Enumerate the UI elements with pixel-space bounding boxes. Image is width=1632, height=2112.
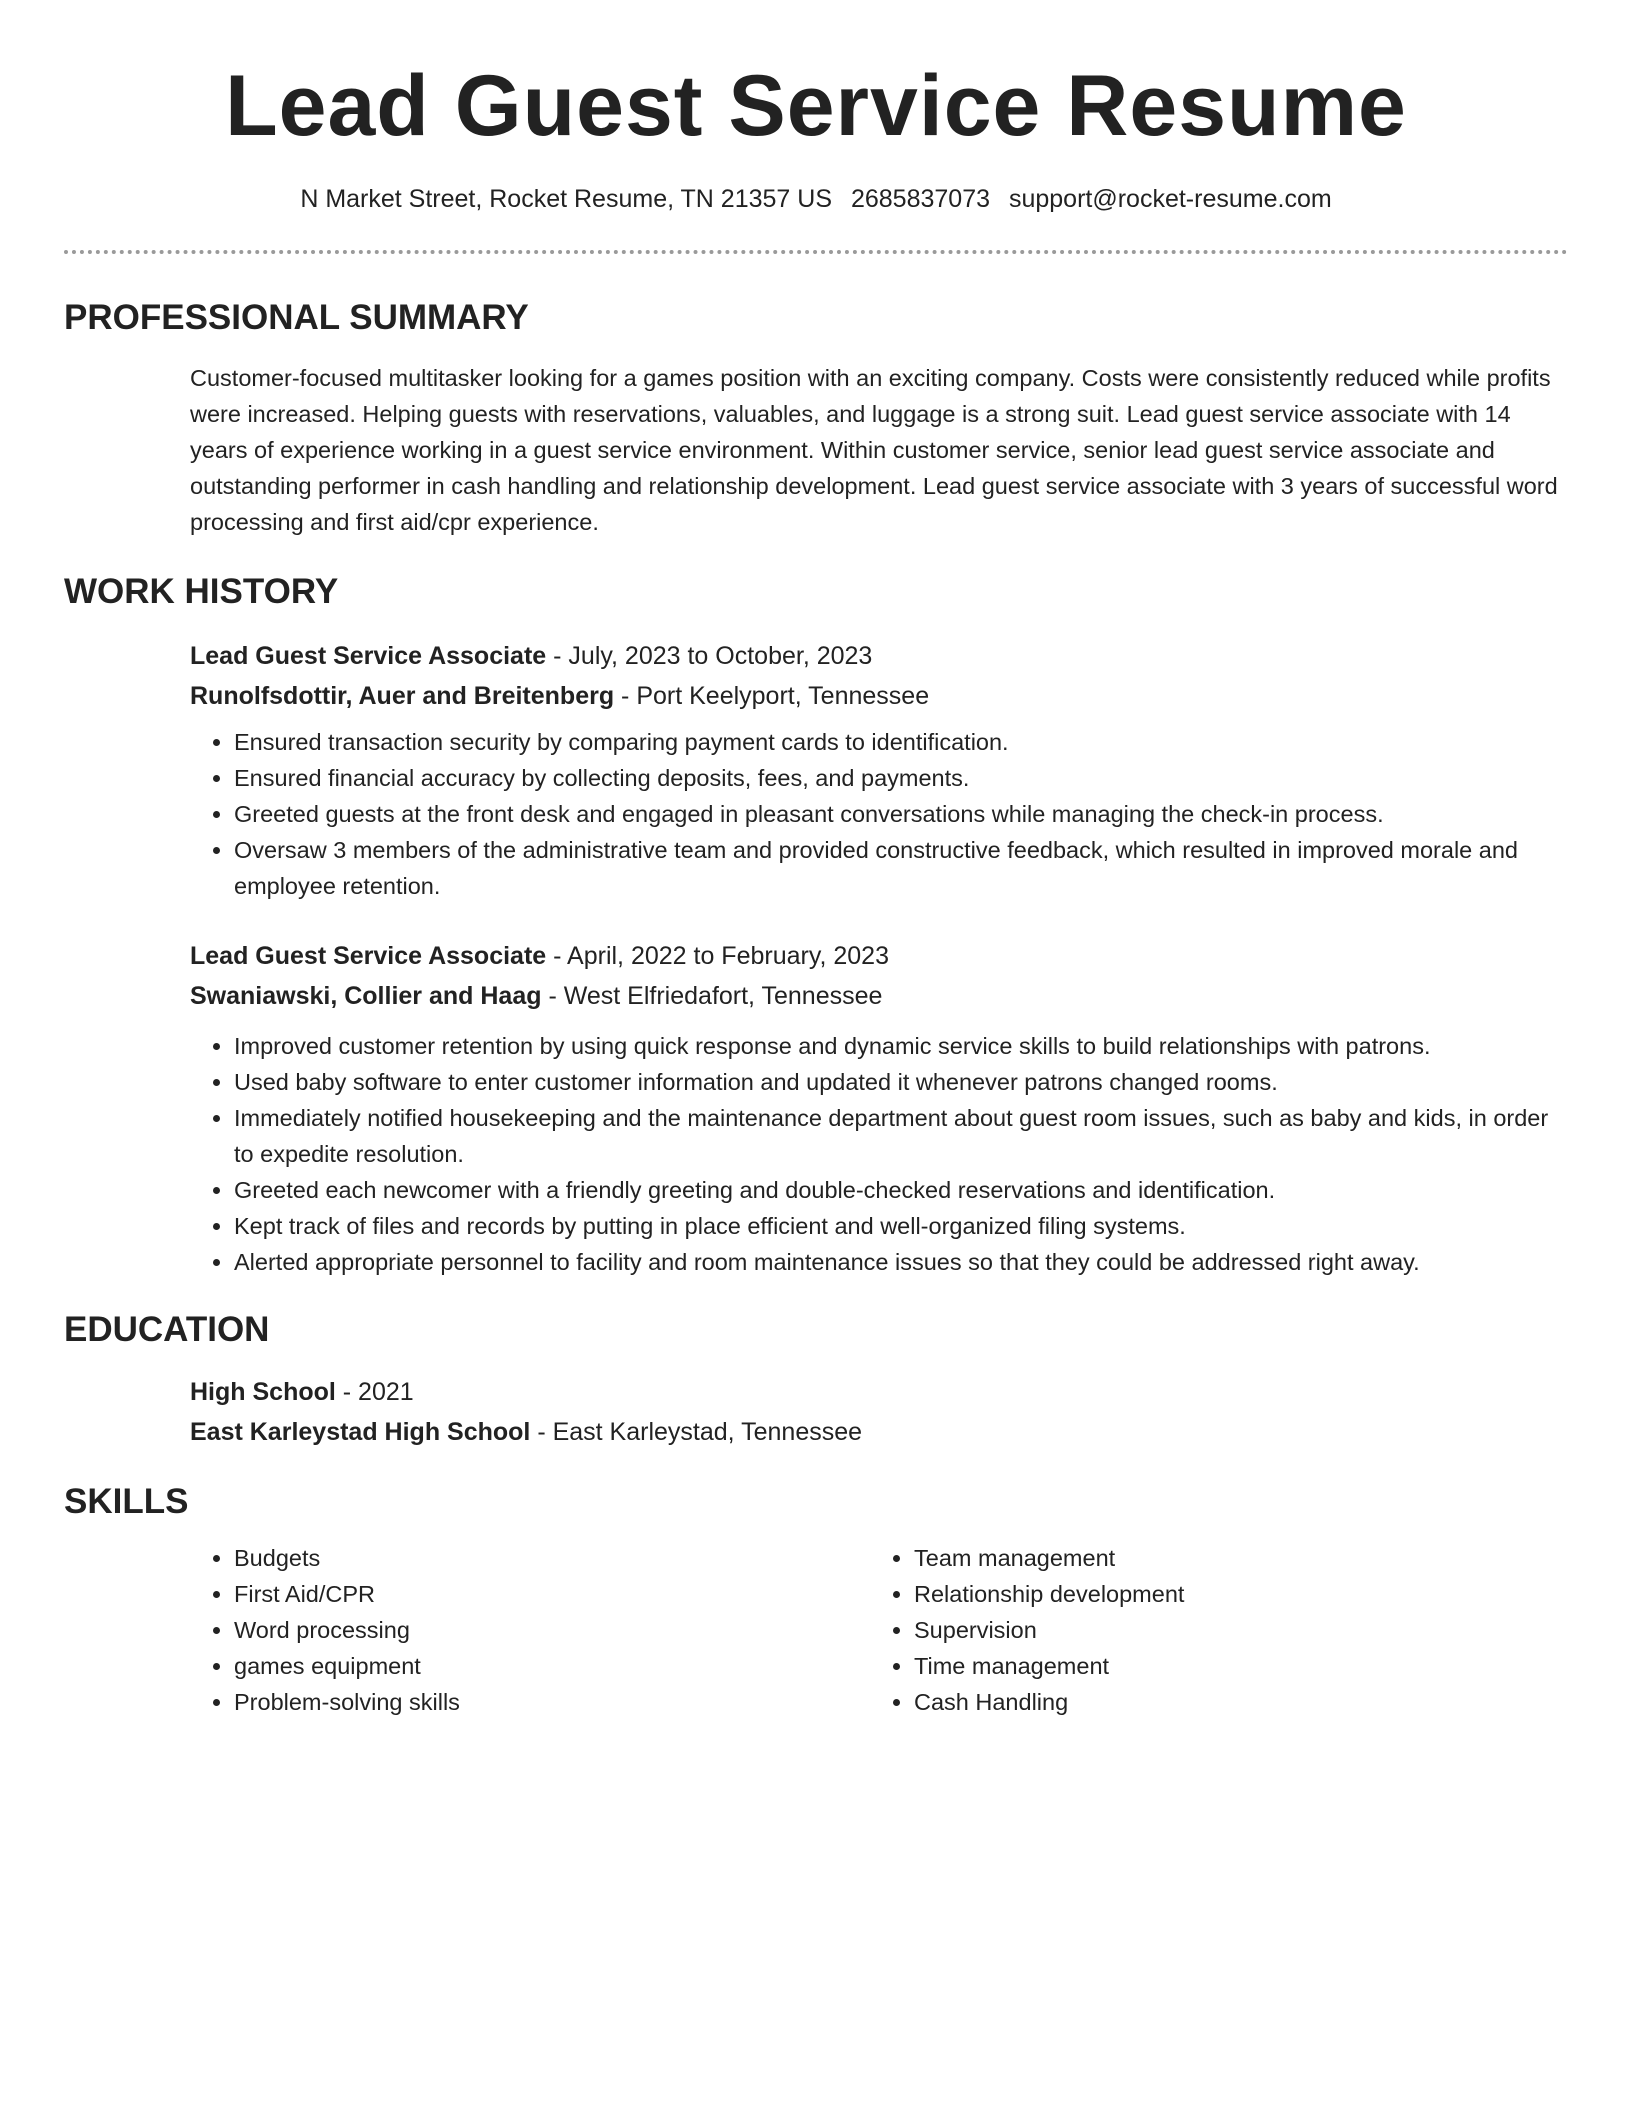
education-section [64, 1308, 1568, 1452]
education-degree: High School [190, 1378, 336, 1406]
skills-section [64, 1480, 1568, 1720]
skills-grid [64, 1540, 1568, 1720]
education-location: - East Karleystad, Tennessee [530, 1418, 863, 1446]
list-item: • Problem-solving skills [234, 1684, 870, 1720]
list-item: • Word processing [234, 1612, 870, 1648]
education-heading: EDUCATION [64, 1310, 270, 1349]
address-text: N Market Street, Rocket Resume, TN 21357 US [300, 185, 833, 213]
job-title-line [190, 936, 1568, 976]
list-item: • Cash Handling [914, 1684, 1550, 1720]
list-item: • Relationship development [914, 1576, 1550, 1612]
job-role: Lead Guest Service Associate [190, 942, 547, 970]
job-location: - West Elfriedafort, Tennessee [541, 982, 883, 1010]
email-text: support@rocket-resume.com [1008, 185, 1332, 213]
job-company-line [190, 976, 1568, 1016]
job-dates: - April, 2022 to February, 2023 [546, 942, 889, 970]
list-item: • Team management [914, 1540, 1550, 1576]
list-item: • Immediately notified housekeeping and the maintenance department about guest room issues, such as baby and kids, in order to expedite resolution. [234, 1100, 1568, 1172]
list-item: • Greeted guests at the front desk and engaged in pleasant conversations while managing the check-in process. [234, 796, 1568, 832]
job-duties-list [190, 1028, 1568, 1280]
skills-column-right [870, 1540, 1550, 1720]
job-entry [64, 936, 1568, 1280]
list-item: • Greeted each newcomer with a friendly greeting and double-checked reservations and identification. [234, 1172, 1568, 1208]
summary-section [64, 296, 1568, 540]
education-school-line [190, 1412, 1568, 1452]
job-company-line [190, 676, 1568, 716]
job-dates: - July, 2023 to October, 2023 [546, 642, 873, 670]
resume-header [64, 0, 1568, 216]
resume-title: Lead Guest Service Resume [225, 58, 1407, 154]
list-item: • games equipment [234, 1648, 870, 1684]
list-item: • First Aid/CPR [234, 1576, 870, 1612]
contact-line [64, 182, 1568, 216]
education-school: East Karleystad High School [190, 1418, 531, 1446]
list-item: • Supervision [914, 1612, 1550, 1648]
job-title-line [190, 636, 1568, 676]
list-item: • Improved customer retention by using quick response and dynamic service skills to build relationships with patrons. [234, 1028, 1568, 1064]
work-history-section [64, 570, 1568, 1280]
job-location: - Port Keelyport, Tennessee [614, 682, 930, 710]
list-item: • Oversaw 3 members of the administrative team and provided constructive feedback, which resulted in improved morale and employee retention. [234, 832, 1568, 904]
skills-column-left [190, 1540, 870, 1720]
list-item: • Budgets [234, 1540, 870, 1576]
phone-text: 2685837073 [850, 185, 991, 213]
job-entry [64, 636, 1568, 904]
skills-list [870, 1540, 1550, 1720]
summary-text: Customer-focused multitasker looking for a games position with an exciting company. Costs were consistently reduced while profits were increased. Helping guests with reservations, valuables, and luggage is a strong suit. Lead guest service associate with 14 years of experience working in a guest service environment. Within customer service, senior lead guest service associate and outstanding performer in cash handling and relationship development. Lead guest service associate with 3 years of successful word processing and first aid/cpr experience. [190, 365, 1558, 535]
list-item: • Time management [914, 1648, 1550, 1684]
job-company: Swaniawski, Collier and Haag [190, 982, 542, 1010]
skills-list [190, 1540, 870, 1720]
list-item: • Alerted appropriate personnel to facility and room maintenance issues so that they could be addressed right away. [234, 1244, 1568, 1280]
job-role: Lead Guest Service Associate [190, 642, 547, 670]
summary-heading: PROFESSIONAL SUMMARY [64, 298, 529, 337]
skills-heading: SKILLS [64, 1482, 189, 1521]
education-degree-line [190, 1372, 1568, 1412]
job-company: Runolfsdottir, Auer and Breitenberg [190, 682, 615, 710]
education-year: - 2021 [335, 1378, 414, 1406]
header-divider [64, 250, 1568, 254]
list-item: • Ensured financial accuracy by collecting deposits, fees, and payments. [234, 760, 1568, 796]
job-duties-list [190, 724, 1568, 904]
list-item: • Used baby software to enter customer information and updated it whenever patrons changed rooms. [234, 1064, 1568, 1100]
work-history-heading: WORK HISTORY [64, 572, 339, 611]
list-item: • Kept track of files and records by putting in place efficient and well-organized filing systems. [234, 1208, 1568, 1244]
list-item: • Ensured transaction security by comparing payment cards to identification. [234, 724, 1568, 760]
